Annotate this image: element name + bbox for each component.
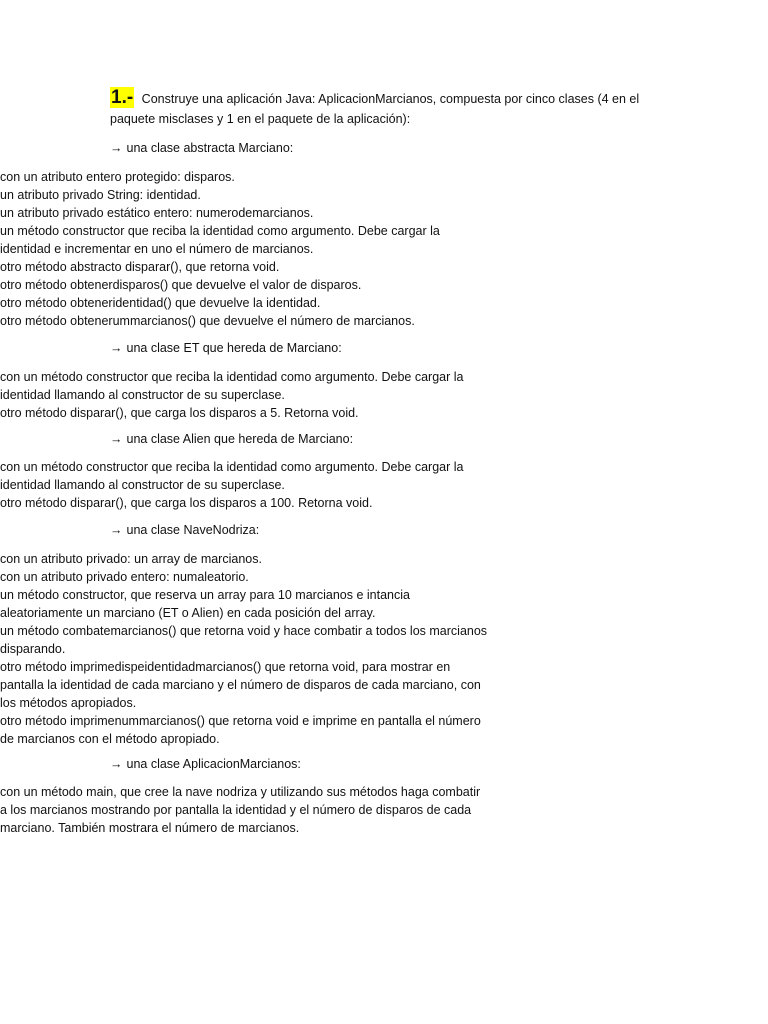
bullet-list-et (0, 368, 490, 422)
section-heading-text: una clase abstracta Marciano: (126, 141, 294, 155)
section-heading-text: una clase NaveNodriza: (126, 523, 260, 537)
arrow-icon: → (110, 523, 123, 537)
section-heading-text: una clase ET que hereda de Marciano: (126, 341, 342, 355)
exercise-intro (110, 88, 670, 129)
arrow-icon: → (110, 141, 123, 155)
list-item: • con un método main, que cree la nave nodriza y utilizando sus métodos haga combatir a los marcianos mostrando por pantalla la identidad y el número de disparos de cada marciano. También mostrara el número de marcianos. (0, 783, 490, 837)
list-item: • con un atributo privado: un array de marcianos. (0, 550, 490, 568)
list-item: • otro método obtenerummarcianos() que devuelve el número de marcianos. (0, 312, 470, 330)
bullet-list-alien (0, 458, 490, 512)
list-item: • un método constructor que reciba la identidad como argumento. Debe cargar la identidad e incrementar en uno el número de marcianos. (0, 222, 470, 258)
list-item: • un método combatemarcianos() que retorna void y hace combatir a todos los marcianos disparando. (0, 622, 490, 658)
list-item: • otro método imprimedispeidentidadmarcianos() que retorna void, para mostrar en pantalla la identidad de cada marciano y el número de disparos de cada marciano, con los métodos apropiados. (0, 658, 490, 712)
list-item: • otro método obteneridentidad() que devuelve la identidad. (0, 294, 470, 312)
section-heading-text: una clase AplicacionMarcianos: (126, 757, 301, 771)
list-item: • otro método obtenerdisparos() que devuelve el valor de disparos. (0, 276, 470, 294)
list-item: • un método constructor, que reserva un array para 10 marcianos e intancia aleatoriamente un marciano (ET o Alien) en cada posición del array. (0, 586, 490, 622)
arrow-icon: → (110, 341, 123, 355)
list-item: • con un atributo privado entero: numaleatorio. (0, 568, 490, 586)
section-heading-alien (110, 432, 353, 446)
bullet-list-aplicacionmarcianos (0, 783, 490, 837)
list-item: • otro método abstracto disparar(), que retorna void. (0, 258, 470, 276)
bullet-list-marciano (0, 168, 470, 330)
list-item: • otro método disparar(), que carga los disparos a 100. Retorna void. (0, 494, 490, 512)
list-item: • otro método disparar(), que carga los disparos a 5. Retorna void. (0, 404, 490, 422)
section-heading-marciano (110, 141, 293, 155)
list-item: • un atributo privado estático entero: numerodemarcianos. (0, 204, 470, 222)
exercise-number: 1.- (111, 87, 134, 108)
bullet-list-navenodriza (0, 550, 490, 748)
section-heading-aplicacionmarcianos (110, 757, 301, 771)
arrow-icon: → (110, 432, 123, 446)
exercise-intro-text: Construye una aplicación Java: AplicacionMarcianos, compuesta por cinco clases (4 en el paquete misclases y 1 en el paquete de la aplicación): (110, 92, 640, 126)
list-item: • con un atributo entero protegido: disparos. (0, 168, 470, 186)
section-heading-navenodriza (110, 523, 259, 537)
list-item: • un atributo privado String: identidad. (0, 186, 470, 204)
list-item: • otro método imprimenummarcianos() que retorna void e imprime en pantalla el número de marcianos con el método apropiado. (0, 712, 490, 748)
list-item: • con un método constructor que reciba la identidad como argumento. Debe cargar la identidad llamando al constructor de su superclase. (0, 368, 490, 404)
section-heading-et (110, 341, 342, 355)
section-heading-text: una clase Alien que hereda de Marciano: (126, 432, 354, 446)
arrow-icon: → (110, 757, 123, 771)
list-item: • con un método constructor que reciba la identidad como argumento. Debe cargar la identidad llamando al constructor de su superclase. (0, 458, 490, 494)
